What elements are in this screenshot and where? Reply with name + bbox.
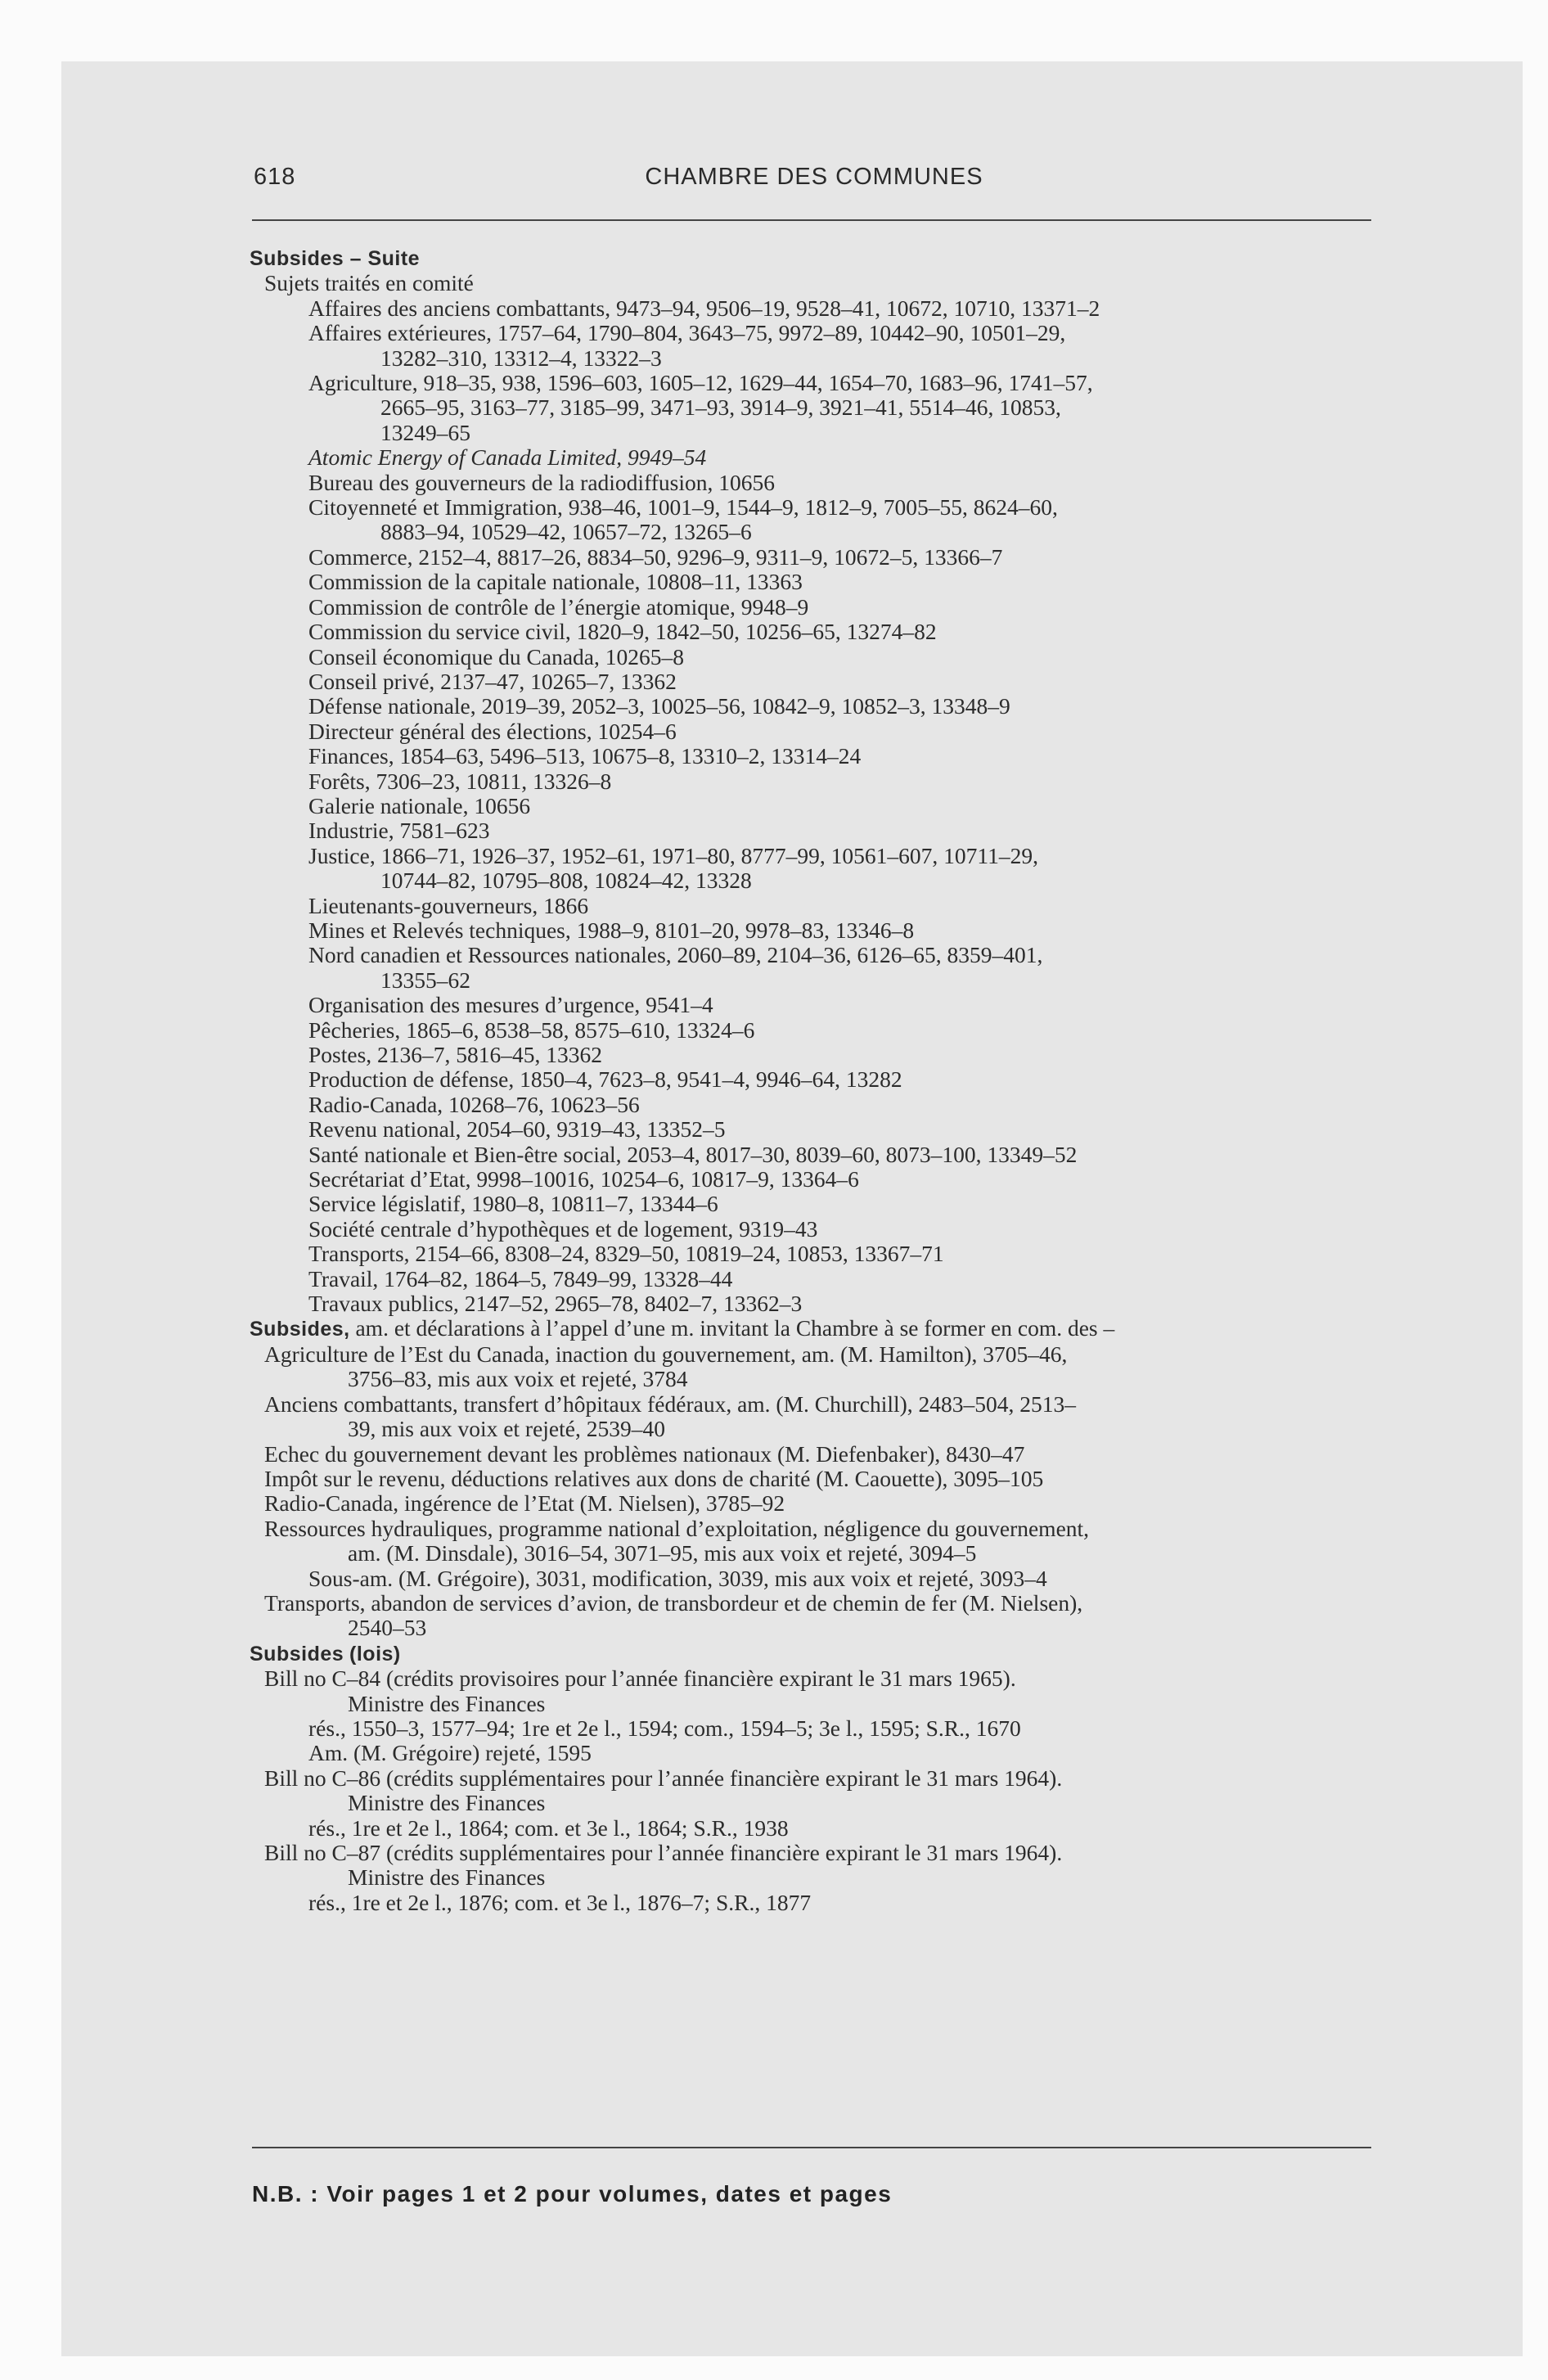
- index-entry: Travail, 1764–82, 1864–5, 7849–99, 13328–44: [308, 1265, 733, 1291]
- bill-entry: Bill no C–87 (crédits supplémentaires pour l’année financière expirant le 31 mars 1964).: [264, 1840, 1063, 1865]
- index-entry: Mines et Relevés techniques, 1988–9, 8101–20, 9978–83, 13346–8: [308, 917, 915, 943]
- bill-sponsor: Ministre des Finances: [348, 1864, 546, 1891]
- index-entry-continuation: 2540–53: [348, 1615, 427, 1641]
- index-entry: Organisation des mesures d’urgence, 9541–4: [308, 992, 713, 1018]
- running-title: CHAMBRE DES COMMUNES: [645, 164, 983, 190]
- index-entry: Service législatif, 1980–8, 10811–7, 13344–6: [308, 1191, 718, 1217]
- bill-sponsor: Ministre des Finances: [348, 1690, 546, 1716]
- index-entry-continuation: am. (M. Dinsdale), 3016–54, 3071–95, mis aux voix et rejeté, 3094–5: [348, 1540, 977, 1566]
- bill-stages: rés., 1550–3, 1577–94; 1re et 2e l., 1594; com., 1594–5; 3e l., 1595; S.R., 1670: [308, 1715, 1021, 1741]
- index-entry: Forêts, 7306–23, 10811, 13326–8: [308, 768, 612, 794]
- index-entry: Affaires extérieures, 1757–64, 1790–804, 3643–75, 9972–89, 10442–90, 10501–29,: [308, 320, 1066, 346]
- index-entry: Radio-Canada, ingérence de l’Etat (M. Nielsen), 3785–92: [264, 1490, 785, 1517]
- index-entry: Radio-Canada, 10268–76, 10623–56: [308, 1091, 640, 1117]
- index-entry-continuation: 2665–95, 3163–77, 3185–99, 3471–93, 3914–9, 3921–41, 5514–46, 10853,: [380, 394, 1061, 421]
- section-heading: Subsides, am. et déclarations à l’appel d’une m. invitant la Chambre à se former en com. des –: [250, 1315, 1115, 1341]
- bill-stages: rés., 1re et 2e l., 1876; com. et 3e l., 1876–7; S.R., 1877: [308, 1889, 812, 1915]
- index-entry: Société centrale d’hypothèques et de logement, 9319–43: [308, 1215, 818, 1242]
- index-subentry: Sous-am. (M. Grégoire), 3031, modification, 3039, mis aux voix et rejeté, 3093–4: [308, 1565, 1047, 1591]
- index-entry: Commission de la capitale nationale, 10808–11, 13363: [308, 569, 803, 595]
- index-entry: Affaires des anciens combattants, 9473–94, 9506–19, 9528–41, 10672, 10710, 13371–2: [308, 295, 1100, 321]
- header-rule: [252, 219, 1371, 221]
- index-entry: Agriculture, 918–35, 938, 1596–603, 1605–12, 1629–44, 1654–70, 1683–96, 1741–57,: [308, 370, 1093, 396]
- index-entry-continuation: 13355–62: [380, 967, 470, 993]
- index-entry: Conseil économique du Canada, 10265–8: [308, 643, 685, 669]
- index-entry: Travaux publics, 2147–52, 2965–78, 8402–7, 13362–3: [308, 1291, 803, 1317]
- subheading: Sujets traités en comité: [264, 270, 474, 296]
- index-entry: Revenu national, 2054–60, 9319–43, 13352–5: [308, 1116, 726, 1143]
- index-entry: Bureau des gouverneurs de la radiodiffusion, 10656: [308, 469, 775, 495]
- bill-amendment: Am. (M. Grégoire) rejeté, 1595: [308, 1740, 592, 1766]
- index-entry: Atomic Energy of Canada Limited, 9949–54: [308, 444, 707, 471]
- index-entry: Pêcheries, 1865–6, 8538–58, 8575–610, 13324–6: [308, 1016, 755, 1043]
- page-number: 618: [254, 164, 296, 190]
- index-entry: Anciens combattants, transfert d’hôpitaux fédéraux, am. (M. Churchill), 2483–504, 2513–: [264, 1391, 1077, 1417]
- bill-stages: rés., 1re et 2e l., 1864; com. et 3e l., 1864; S.R., 1938: [308, 1814, 789, 1841]
- footer-rule: [252, 2147, 1371, 2148]
- index-entry: Transports, 2154–66, 8308–24, 8329–50, 10819–24, 10853, 13367–71: [308, 1241, 944, 1267]
- index-entry: Ressources hydrauliques, programme national d’exploitation, négligence du gouvernement,: [264, 1515, 1090, 1541]
- index-entry: Finances, 1854–63, 5496–513, 10675–8, 13310–2, 13314–24: [308, 743, 862, 769]
- index-entry-continuation: 39, mis aux voix et rejeté, 2539–40: [348, 1416, 665, 1442]
- index-entry: Directeur général des élections, 10254–6: [308, 718, 677, 744]
- index-entry-continuation: 10744–82, 10795–808, 10824–42, 13328: [380, 868, 752, 894]
- index-entry: Secrétariat d’Etat, 9998–10016, 10254–6, 10817–9, 13364–6: [308, 1166, 859, 1192]
- index-entry: Impôt sur le revenu, déductions relatives aux dons de charité (M. Caouette), 3095–105: [264, 1465, 1044, 1491]
- footnote: N.B. : Voir pages 1 et 2 pour volumes, dates et pages: [252, 2181, 893, 2206]
- index-entry: Postes, 2136–7, 5816–45, 13362: [308, 1042, 603, 1067]
- index-entry: Commission du service civil, 1820–9, 1842–50, 10256–65, 13274–82: [308, 619, 937, 645]
- index-entry: Santé nationale et Bien-être social, 2053–4, 8017–30, 8039–60, 8073–100, 13349–52: [308, 1141, 1078, 1167]
- bill-entry: Bill no C–84 (crédits provisoires pour l’année financière expirant le 31 mars 1965).: [264, 1666, 1016, 1692]
- index-entry: Industrie, 7581–623: [308, 818, 490, 844]
- index-entry: Justice, 1866–71, 1926–37, 1952–61, 1971–80, 8777–99, 10561–607, 10711–29,: [308, 842, 1038, 868]
- index-entry-continuation: 8883–94, 10529–42, 10657–72, 13265–6: [380, 519, 752, 545]
- section-heading: Subsides – Suite: [250, 247, 421, 270]
- index-entry: Nord canadien et Ressources nationales, 2060–89, 2104–36, 6126–65, 8359–401,: [308, 942, 1043, 968]
- index-entry: Galerie nationale, 10656: [308, 792, 531, 818]
- index-entry: Transports, abandon de services d’avion, de transbordeur et de chemin de fer (M. Nielsen),: [264, 1589, 1083, 1616]
- index-entry: Echec du gouvernement devant les problèmes nationaux (M. Diefenbaker), 8430–47: [264, 1440, 1025, 1467]
- index-entry: Production de défense, 1850–4, 7623–8, 9541–4, 9946–64, 13282: [308, 1066, 902, 1093]
- index-entry: Défense nationale, 2019–39, 2052–3, 10025–56, 10842–9, 10852–3, 13348–9: [308, 693, 1010, 719]
- index-entry: Citoyenneté et Immigration, 938–46, 1001–9, 1544–9, 1812–9, 7005–55, 8624–60,: [308, 494, 1058, 521]
- index-entry-continuation: 13282–310, 13312–4, 13322–3: [380, 345, 662, 371]
- index-entry: Conseil privé, 2137–47, 10265–7, 13362: [308, 668, 677, 694]
- page-header: [254, 164, 1375, 196]
- bill-sponsor: Ministre des Finances: [348, 1790, 546, 1816]
- section-heading: Subsides (lois): [250, 1642, 401, 1666]
- index-entry: Commerce, 2152–4, 8817–26, 8834–50, 9296–9, 9311–9, 10672–5, 13366–7: [308, 543, 1003, 570]
- index-entry-continuation: 3756–83, mis aux voix et rejeté, 3784: [348, 1366, 688, 1392]
- index-body: [250, 246, 1411, 1915]
- index-entry-continuation: 13249–65: [380, 419, 470, 445]
- bill-entry: Bill no C–86 (crédits supplémentaires pour l’année financière expirant le 31 mars 1964).: [264, 1765, 1063, 1791]
- index-entry: Commission de contrôle de l’énergie atomique, 9948–9: [308, 593, 809, 620]
- index-entry: Agriculture de l’Est du Canada, inaction du gouvernement, am. (M. Hamilton), 3705–46,: [264, 1341, 1068, 1367]
- index-entry: Lieutenants-gouverneurs, 1866: [308, 892, 589, 918]
